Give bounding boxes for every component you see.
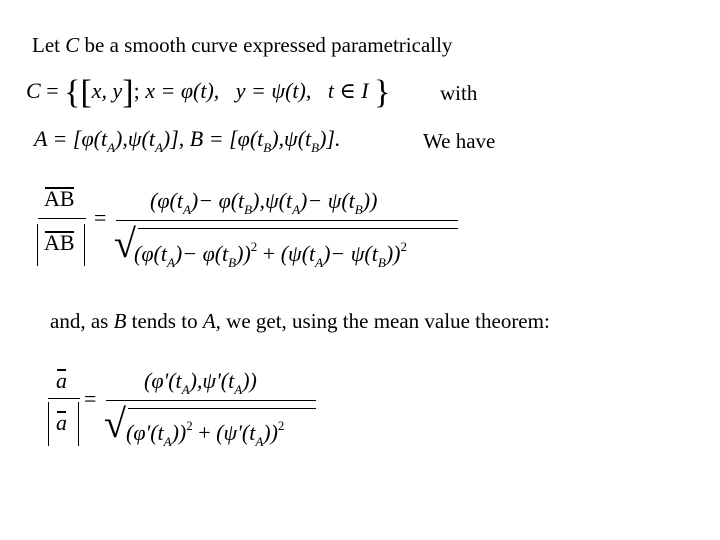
eq1-numerator [150, 188, 377, 223]
eq1-lhs-denominator [44, 230, 75, 256]
eq2-equals: = [84, 386, 97, 411]
right-brace: } [374, 74, 391, 111]
eq1-lhs-numerator [44, 186, 75, 212]
den-part: )) [263, 420, 278, 445]
radical-sign: √ [114, 221, 136, 266]
eq1-equals: = [94, 205, 107, 230]
square-exponent: 2 [277, 418, 285, 433]
sub-b: B [311, 140, 320, 155]
square-exponent: 2 [250, 239, 258, 254]
den-part: )− ψ(t [323, 241, 378, 266]
sub-a: A [166, 255, 175, 270]
sub-a: A [107, 140, 116, 155]
curve-equals: = [46, 78, 59, 103]
num-part: (φ'(t [144, 368, 182, 393]
mvt-sentence [50, 309, 550, 333]
den-part: (ψ(t [280, 241, 316, 266]
sub-b: B [244, 202, 253, 217]
x-equation: x = φ(t), [145, 78, 220, 103]
intro-curve-symbol: C [65, 33, 80, 57]
a-def-3: )], [162, 126, 185, 151]
radical-overline [128, 408, 316, 409]
sub-b: B [228, 255, 237, 270]
eq1-denominator [134, 234, 407, 276]
xy-pair: x, y [91, 78, 123, 103]
mvt-part: tends to [131, 309, 198, 333]
norm-bar-right [84, 224, 85, 266]
sub-a: A [315, 255, 324, 270]
den-part: (ψ'(t [216, 420, 256, 445]
point-b: B [113, 309, 127, 333]
curve-lhs: C [26, 78, 41, 103]
square-exponent: 2 [400, 239, 407, 254]
with-text: with [440, 81, 478, 105]
num-part: (φ(t [150, 188, 183, 213]
t-domain: t ∈ I [327, 78, 369, 103]
points-definition [34, 126, 341, 161]
intro-lead: Let [32, 33, 60, 57]
left-bracket: [ [80, 74, 92, 111]
num-part: )− ψ(t [300, 188, 355, 213]
eq2-lhs-fraction-bar [48, 398, 80, 399]
intro-sentence [32, 33, 452, 57]
eq2-numerator [144, 368, 257, 403]
num-part: )− φ(t [190, 188, 245, 213]
b-def-1: B = [φ(t [189, 126, 264, 151]
eq2-lhs-denominator [56, 410, 67, 436]
eq1-lhs-fraction-bar [38, 218, 86, 219]
curve-definition [26, 74, 391, 111]
den-part: )) [236, 241, 251, 266]
plus-sign: + [198, 420, 211, 445]
square-exponent: 2 [186, 418, 193, 433]
intro-rest: be a smooth curve expressed parametrically [84, 33, 453, 57]
we-have-text: We have [423, 129, 496, 153]
num-part: )) [242, 368, 257, 393]
mvt-part: we get, using the mean value theorem: [226, 309, 550, 333]
eq2-fraction-bar [106, 400, 316, 401]
sub-a: A [154, 140, 163, 155]
vector-ab: AB [44, 186, 75, 211]
left-brace: { [64, 74, 81, 111]
num-part: ),ψ'(t [189, 368, 235, 393]
sub-b: B [263, 140, 272, 155]
norm-bar-left [37, 224, 38, 266]
vector-ab-norm: AB [44, 230, 75, 255]
sub-b: B [377, 255, 386, 270]
eq2-denominator [126, 413, 284, 455]
b-def-3: )]. [319, 126, 341, 151]
den-part: )) [171, 420, 187, 445]
norm-bar-left [48, 402, 49, 446]
sub-a: A [292, 202, 301, 217]
a-def-2: ),ψ(t [115, 126, 155, 151]
sub-a: A [181, 382, 190, 397]
radical-overline [138, 228, 458, 229]
num-part: ),ψ(t [252, 188, 293, 213]
a-def-1: A = [φ(t [34, 126, 108, 151]
radical-sign: √ [104, 401, 126, 446]
vector-a-norm: a [56, 410, 67, 435]
vector-a: a [56, 368, 67, 393]
den-part: (φ'(t [126, 420, 164, 445]
den-part: (φ(t [134, 241, 167, 266]
y-equation: y = ψ(t), [235, 78, 312, 103]
right-bracket: ] [122, 74, 134, 111]
den-part: )− φ(t [174, 241, 229, 266]
point-a: A, [202, 309, 221, 333]
den-part: )) [385, 241, 401, 266]
norm-bar-right [78, 402, 79, 446]
eq2-lhs-numerator [56, 368, 67, 394]
semicolon: ; [133, 78, 140, 103]
sub-a: A [234, 382, 243, 397]
b-def-2: ),ψ(t [271, 126, 312, 151]
eq1-fraction-bar [116, 220, 458, 221]
sub-a: A [163, 434, 172, 449]
sub-a: A [182, 202, 191, 217]
plus-sign: + [262, 241, 276, 266]
sub-b: B [354, 202, 363, 217]
mvt-part: and, as [50, 309, 109, 333]
num-part: )) [362, 188, 378, 213]
sub-a: A [255, 434, 264, 449]
